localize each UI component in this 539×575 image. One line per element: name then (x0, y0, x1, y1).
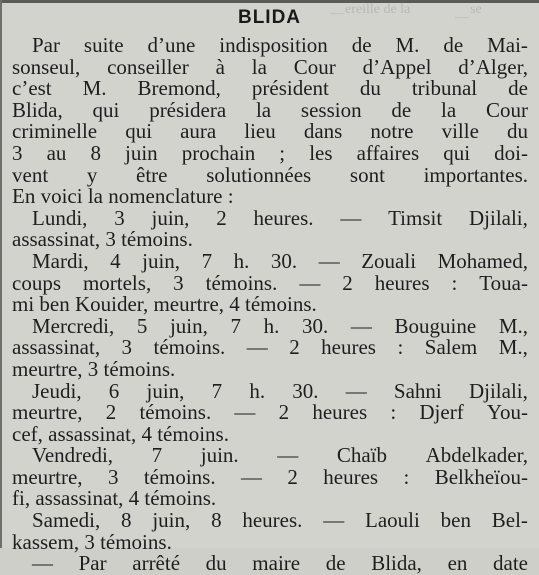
article-line: vent y être solutionnées sont importantes. (12, 162, 528, 187)
article-line: meurtre, 3 témoins. — 2 heures : Belkheïou- (12, 464, 528, 489)
article-line: Mercredi, 5 juin, 7 h. 30. — Bouguine M., (32, 313, 528, 338)
article-line: 3 au 8 juin prochain ; les affaires qui doi- (12, 140, 528, 165)
article-line: criminelle qui aura lieu dans notre ville du (12, 119, 528, 144)
article-line: Lundi, 3 juin, 2 heures. — Timsit Djilali, (32, 205, 528, 230)
article-headline: BLIDA (237, 7, 302, 28)
article-line: Samedi, 8 juin, 8 heures. — Laouli ben Bel- (32, 508, 528, 533)
article-line: Vendredi, 7 juin. — Chaïb Abdelkader, (32, 443, 528, 468)
article-line: mi ben Kouider, meurtre, 4 témoins. (12, 292, 317, 317)
article-body (12, 35, 528, 575)
article-line: Par suite d’une indisposition de M. de Mai- (32, 33, 528, 57)
left-rule (0, 0, 2, 548)
article-line: cef, assassinat, 4 témoins. (12, 421, 229, 446)
article-line: meurtre, 2 témoins. — 2 heures : Djerf You- (12, 400, 528, 425)
show-through-bleed: — ereille de la — se (330, 2, 482, 25)
article-line: sonseul, conseiller à la Cour d’Appel d’Alger, (12, 54, 528, 79)
article-line: c’est M. Bremond, président du tribunal de (12, 76, 528, 101)
article-line: assassinat, 3 témoins. — 2 heures : Salem M., (12, 335, 528, 360)
article-line: assassinat, 3 témoins. (12, 227, 193, 252)
article-line: — Par arrêté du maire de Blida, en date (32, 551, 528, 575)
article-line: coups mortels, 3 témoins. — 2 heures : Toua- (12, 270, 528, 295)
top-rule (0, 0, 539, 3)
article-line: Mardi, 4 juin, 7 h. 30. — Zouali Mohamed, (32, 248, 528, 273)
article-line: En voici la nomenclature : (12, 184, 234, 209)
article-line: kassem, 3 témoins. (12, 529, 172, 554)
article-line: Blida, qui présidera la session de la Cour (12, 97, 528, 122)
article-line: fi, assassinat, 4 témoins. (12, 486, 217, 511)
article-line: meurtre, 3 témoins. (12, 356, 176, 381)
article-line: Jeudi, 6 juin, 7 h. 30. — Sahni Djilali, (32, 378, 528, 403)
